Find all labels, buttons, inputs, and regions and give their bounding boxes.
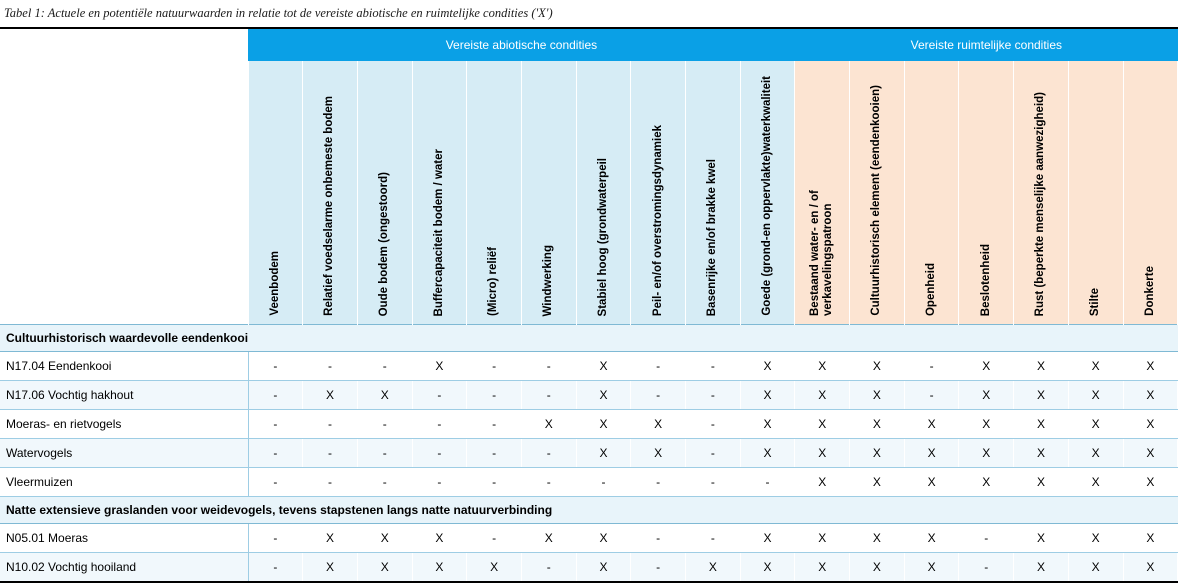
table-caption: Tabel 1: Actuele en potentiële natuurwaarden in relatie tot de vereiste abiotische en ruimtelijke condities ('X') [4,6,553,20]
condition-cell: X [1068,468,1123,497]
condition-cell: X [959,381,1014,410]
condition-cell: - [248,468,303,497]
condition-cell: X [1014,352,1069,381]
column-header-buffercapaciteit: Buffercapaciteit bodem / water [412,61,467,325]
condition-cell: X [576,524,631,553]
row-label: N10.02 Vochtig hooiland [0,553,248,583]
condition-cell: X [740,439,795,468]
condition-cell: X [1014,381,1069,410]
condition-cell: X [576,553,631,583]
condition-cell: - [959,524,1014,553]
condition-cell: X [412,524,467,553]
condition-cell: X [904,553,959,583]
condition-cell: X [357,524,412,553]
condition-cell: - [248,553,303,583]
condition-cell: - [686,524,741,553]
condition-cell: - [686,352,741,381]
column-header-row [0,61,1178,325]
condition-cell: X [1123,352,1178,381]
group-header-spatial: Vereiste ruimtelijke condities [795,29,1178,61]
condition-cell: X [740,553,795,583]
condition-cell: X [521,410,576,439]
section-row [0,325,1178,352]
condition-cell: X [1123,381,1178,410]
condition-cell: X [795,439,850,468]
condition-cell: X [1123,553,1178,583]
condition-cell: - [959,553,1014,583]
condition-cell: - [303,352,358,381]
column-header-voedselarme-bodem: Relatief voedselarme onbemeste bodem [303,61,358,325]
condition-cell: - [412,439,467,468]
row-label: N05.01 Moeras [0,524,248,553]
column-header-rust: Rust (beperkte menselijke aanwezigheid) [1014,61,1069,325]
condition-cell: - [521,381,576,410]
condition-cell: X [467,553,522,583]
condition-cell: - [467,439,522,468]
condition-cell: - [467,410,522,439]
conditions-table [0,29,1178,583]
condition-cell: X [959,410,1014,439]
condition-cell: X [850,381,905,410]
column-header-stilte: Stilte [1068,61,1123,325]
condition-cell: - [303,468,358,497]
condition-cell: - [631,524,686,553]
condition-cell: X [521,524,576,553]
condition-cell: - [631,468,686,497]
condition-cell: X [959,439,1014,468]
condition-cell: - [631,352,686,381]
condition-cell: X [740,524,795,553]
group-header-blank [0,29,248,61]
table-row [0,468,1178,497]
condition-cell: X [357,553,412,583]
table-row [0,439,1178,468]
condition-cell: X [740,352,795,381]
condition-cell: - [357,410,412,439]
condition-cell: - [248,352,303,381]
condition-cell: - [467,381,522,410]
condition-cell: - [248,381,303,410]
condition-cell: X [1014,439,1069,468]
table-body [0,325,1178,583]
column-header-microrelief: (Micro) reliëf [467,61,522,325]
condition-cell: - [303,410,358,439]
condition-cell: - [467,352,522,381]
condition-cell: - [412,410,467,439]
condition-cell: X [850,410,905,439]
condition-cell: - [686,439,741,468]
group-header-row [0,29,1178,61]
condition-cell: X [1123,468,1178,497]
condition-cell: X [1068,524,1123,553]
condition-cell: X [740,381,795,410]
condition-cell: X [740,410,795,439]
condition-cell: X [631,410,686,439]
condition-cell: X [795,381,850,410]
condition-cell: X [1014,524,1069,553]
table-row [0,524,1178,553]
condition-cell: - [357,439,412,468]
condition-cell: X [576,439,631,468]
condition-cell: X [850,524,905,553]
condition-cell: X [631,439,686,468]
condition-cell: X [850,439,905,468]
row-label: Watervogels [0,439,248,468]
section-label: Natte extensieve graslanden voor weidevogels, tevens stapstenen langs natte natuurverbinding [0,497,1178,524]
column-header-goede-waterkwaliteit: Goede (grond-en oppervlakte)waterkwaliteit [740,61,795,325]
condition-cell: X [795,410,850,439]
condition-cell: - [521,439,576,468]
condition-cell: X [1014,553,1069,583]
condition-cell: - [357,352,412,381]
table-row [0,410,1178,439]
condition-cell: - [521,352,576,381]
condition-cell: - [412,468,467,497]
column-header-basenrijke-brakke-kwel: Basenrijke en/of brakke kwel [686,61,741,325]
condition-cell: - [248,439,303,468]
condition-cell: - [521,553,576,583]
condition-cell: - [467,524,522,553]
condition-cell: X [1123,524,1178,553]
condition-cell: X [850,352,905,381]
condition-cell: - [686,381,741,410]
column-header-beslotenheid: Beslotenheid [959,61,1014,325]
condition-cell: X [1068,381,1123,410]
condition-cell: X [1068,410,1123,439]
column-header-veenbodem: Veenbodem [248,61,303,325]
condition-cell: X [1068,553,1123,583]
condition-cell: - [357,468,412,497]
column-header-blank [0,61,248,325]
condition-cell: X [904,524,959,553]
row-label: Vleermuizen [0,468,248,497]
condition-cell: X [576,352,631,381]
condition-cell: X [850,468,905,497]
table-row [0,352,1178,381]
condition-cell: X [412,352,467,381]
condition-cell: X [1068,439,1123,468]
condition-cell: X [959,468,1014,497]
section-row [0,497,1178,524]
condition-cell: - [740,468,795,497]
column-header-stabiel-hoog-grondwaterpeil: Stabiel hoog (grondwaterpeil [576,61,631,325]
column-header-donkerte: Donkerte [1123,61,1178,325]
condition-cell: - [576,468,631,497]
condition-cell: - [248,410,303,439]
condition-cell: - [303,439,358,468]
condition-cell: X [303,381,358,410]
condition-cell: X [1123,439,1178,468]
condition-cell: - [686,410,741,439]
condition-cell: X [1014,410,1069,439]
table-row [0,553,1178,583]
condition-cell: - [521,468,576,497]
condition-cell: X [795,352,850,381]
condition-cell: X [576,381,631,410]
condition-cell: X [1014,468,1069,497]
condition-cell: X [412,553,467,583]
condition-cell: X [795,468,850,497]
row-label: N17.04 Eendenkooi [0,352,248,381]
condition-cell: X [686,553,741,583]
condition-cell: X [303,553,358,583]
condition-cell: - [631,553,686,583]
table-head [0,29,1178,325]
section-label: Cultuurhistorisch waardevolle eendenkooi [0,325,1178,352]
column-header-windwerking: Windwerking [521,61,576,325]
column-header-cultuurhistorisch-element: Cultuurhistorisch element (eendenkooien) [850,61,905,325]
condition-cell: X [357,381,412,410]
condition-cell: X [904,410,959,439]
condition-cell: X [959,352,1014,381]
group-header-abiotic: Vereiste abiotische condities [248,29,795,61]
condition-cell: X [904,439,959,468]
condition-cell: - [904,381,959,410]
condition-cell: - [467,468,522,497]
condition-cell: X [1123,410,1178,439]
row-label: Moeras- en rietvogels [0,410,248,439]
condition-cell: - [904,352,959,381]
column-header-openheid: Openheid [904,61,959,325]
condition-cell: - [686,468,741,497]
condition-cell: - [412,381,467,410]
condition-cell: - [631,381,686,410]
table-row [0,381,1178,410]
condition-cell: X [576,410,631,439]
column-header-bestaand-waterpatroon: Bestaand water- en / of verkavelingspatroon [795,61,850,325]
condition-cell: X [850,553,905,583]
condition-cell: X [795,553,850,583]
condition-cell: X [904,468,959,497]
condition-cell: X [303,524,358,553]
column-header-oude-bodem: Oude bodem (ongestoord) [357,61,412,325]
condition-cell: - [248,524,303,553]
condition-cell: X [795,524,850,553]
row-label: N17.06 Vochtig hakhout [0,381,248,410]
column-header-peil-overstromingsdynamiek: Peil- en/of overstromingsdynamiek [631,61,686,325]
condition-cell: X [1068,352,1123,381]
